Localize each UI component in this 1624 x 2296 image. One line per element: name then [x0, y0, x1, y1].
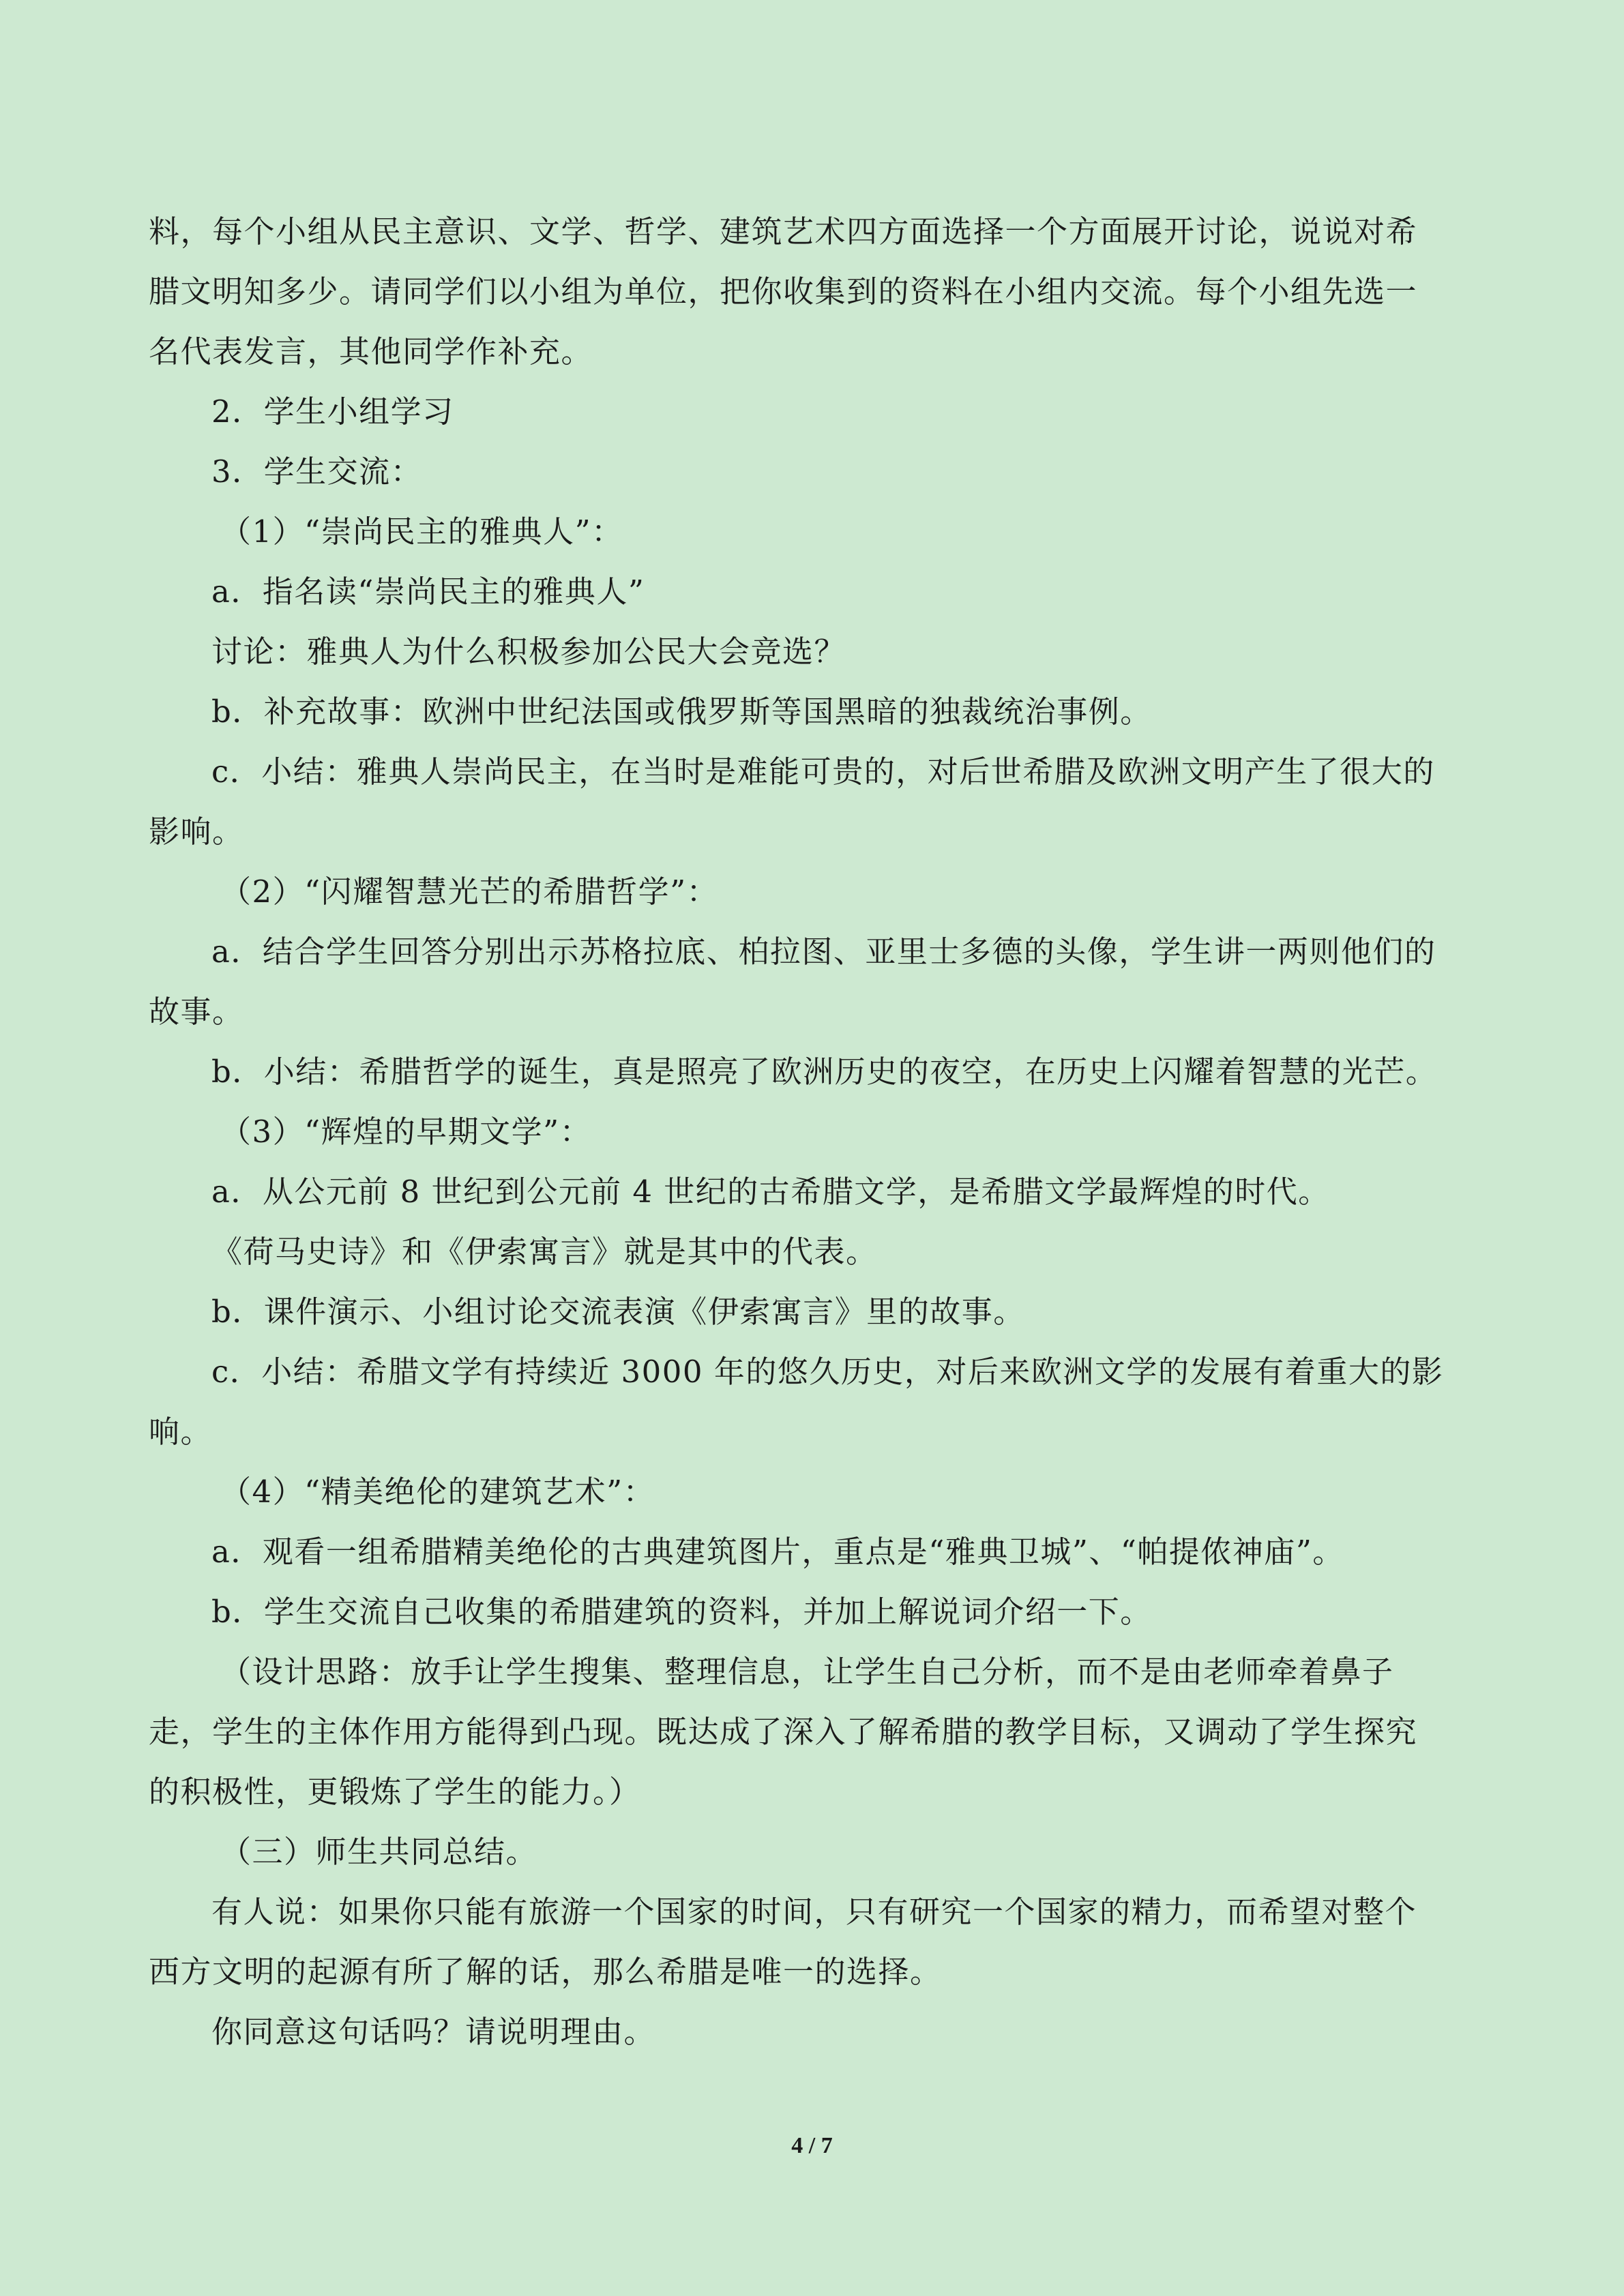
paragraph-line: 有人说：如果你只能有旅游一个国家的时间，只有研究一个国家的精力，而希望对整个 [211, 1894, 1417, 1930]
section-heading: （1）“崇尚民主的雅典人”： [220, 513, 623, 550]
paragraph-line: 2．学生小组学习 [211, 393, 454, 430]
paragraph-line: 的积极性，更锻炼了学生的能力。） [149, 1774, 641, 1810]
paragraph-line: a．从公元前 8 世纪到公元前 4 世纪的古希腊文学，是希腊文学最辉煌的时代。 [211, 1174, 1330, 1210]
section-heading: （三）师生共同总结。 [220, 1834, 538, 1870]
section-heading: （4）“精美绝伦的建筑艺术”： [220, 1474, 655, 1510]
paragraph-line: 西方文明的起源有所了解的话，那么希腊是唯一的选择。 [149, 1954, 942, 1990]
paragraph-line: b．补充故事：欧洲中世纪法国或俄罗斯等国黑暗的独裁统治事例。 [211, 694, 1152, 730]
paragraph-line: 你同意这句话吗？请说明理由。 [211, 2014, 656, 2050]
paragraph-line: 《荷马史诗》和《伊索寓言》就是其中的代表。 [211, 1234, 878, 1270]
paragraph-line: 讨论：雅典人为什么积极参加公民大会竞选？ [211, 633, 846, 670]
paragraph-line: c．小结：希腊文学有持续近 3000 年的悠久历史，对后来欧洲文学的发展有着重大的影 [211, 1354, 1444, 1390]
paragraph-line: 走，学生的主体作用方能得到凸现。既达成了深入了解希腊的教学目标，又调动了学生探究 [149, 1714, 1418, 1750]
paragraph-line: 腊文明知多少。请同学们以小组为单位，把你收集到的资料在小组内交流。每个小组先选一 [149, 273, 1418, 310]
paragraph-line: b．课件演示、小组讨论交流表演《伊索寓言》里的故事。 [211, 1294, 1025, 1330]
paragraph-line: 故事。 [149, 994, 244, 1030]
section-heading: （2）“闪耀智慧光芒的希腊哲学”： [220, 874, 719, 910]
paragraph-line: a．观看一组希腊精美绝伦的古典建筑图片，重点是“雅典卫城”、“帕提侬神庙”。 [211, 1534, 1344, 1570]
page-number: 4 / 7 [791, 2133, 833, 2158]
paragraph-line: 影响。 [149, 814, 244, 850]
paragraph-line: b．学生交流自己收集的希腊建筑的资料，并加上解说词介绍一下。 [211, 1594, 1152, 1630]
paragraph-line: 名代表发言，其他同学作补充。 [149, 333, 593, 370]
paragraph-line: b．小结：希腊哲学的诞生，真是照亮了欧洲历史的夜空，在历史上闪耀着智慧的光芒。 [211, 1054, 1438, 1090]
paragraph-line: 响。 [149, 1414, 213, 1450]
paragraph-line: 3．学生交流： [211, 453, 423, 490]
section-heading: （3）“辉煌的早期文学”： [220, 1114, 592, 1150]
paragraph-line: a．指名读“崇尚民主的雅典人” [211, 573, 645, 610]
paragraph-line: c．小结：雅典人崇尚民主，在当时是难能可贵的，对后世希腊及欧洲文明产生了很大的 [211, 754, 1435, 790]
paragraph-line: 料，每个小组从民主意识、文学、哲学、建筑艺术四方面选择一个方面展开讨论，说说对希 [149, 213, 1418, 250]
paragraph-line: （设计思路：放手让学生搜集、整理信息，让学生自己分析，而不是由老师牵着鼻子 [220, 1654, 1394, 1690]
paragraph-line: a．结合学生回答分别出示苏格拉底、柏拉图、亚里士多德的头像，学生讲一两则他们的 [211, 934, 1436, 970]
